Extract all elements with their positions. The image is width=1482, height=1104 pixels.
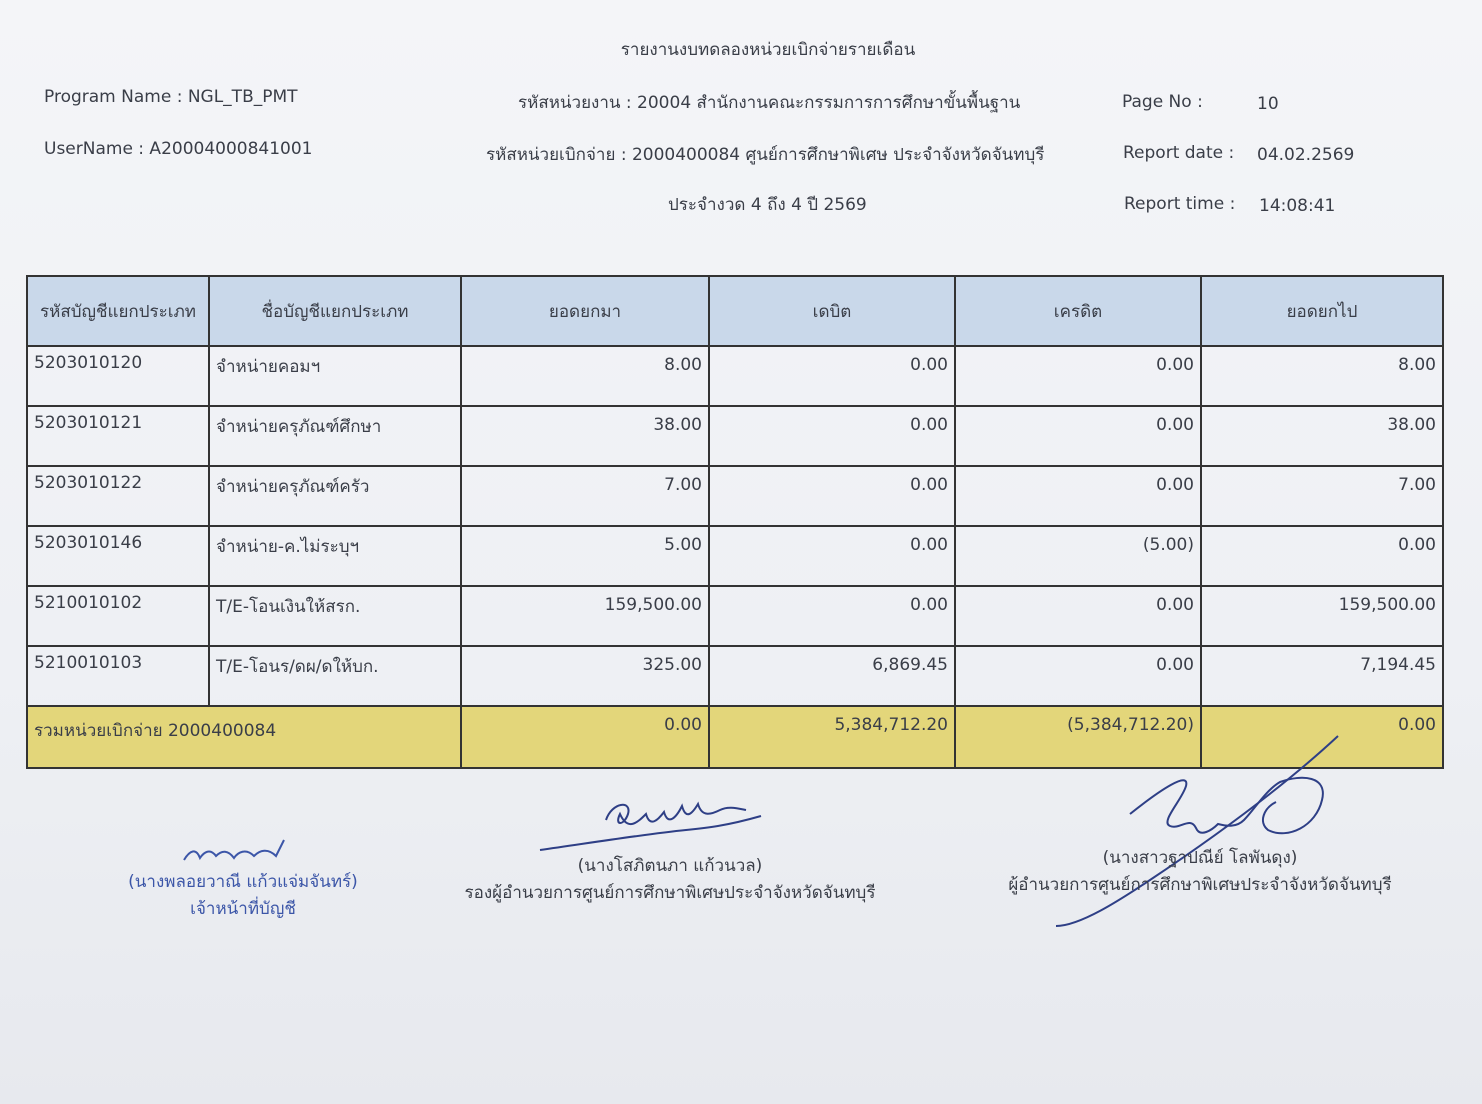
total-label: รวมหน่วยเบิกจ่าย 2000400084 [27, 706, 461, 768]
user-name: UserName : A20004000841001 [44, 139, 313, 159]
cell-debit: 0.00 [709, 466, 955, 526]
cell-carried-forward: 8.00 [1201, 346, 1443, 406]
cell-debit: 0.00 [709, 406, 955, 466]
signature-block-accountant [98, 868, 388, 922]
cell-carried-forward: 38.00 [1201, 406, 1443, 466]
col-header-debit: เดบิต [709, 276, 955, 346]
signer-role-deputy-director: รองผู้อำนวยการศูนย์การศึกษาพิเศษประจำจังหวัดจันทบุรี [464, 883, 876, 903]
cell-debit: 0.00 [709, 526, 955, 586]
cell-credit: 0.00 [955, 466, 1201, 526]
col-header-account-name: ชื่อบัญชีแยกประเภท [209, 276, 461, 346]
cell-code: 5203010146 [27, 526, 209, 586]
signer-name-director: (นางสาวฐาปณีย์ โลพันดุง) [1102, 848, 1298, 868]
cell-code: 5210010102 [27, 586, 209, 646]
cell-brought-forward: 7.00 [461, 466, 709, 526]
cell-credit: 0.00 [955, 346, 1201, 406]
cell-name: จำหน่ายครุภัณฑ์ครัว [209, 466, 461, 526]
cell-name: จำหน่ายคอมฯ [209, 346, 461, 406]
page-no-value: 10 [1257, 94, 1279, 114]
total-carried-forward: 0.00 [1201, 706, 1443, 768]
page-no-label: Page No : [1122, 92, 1203, 112]
cell-name: จำหน่ายครุภัณฑ์ศึกษา [209, 406, 461, 466]
cell-carried-forward: 7,194.45 [1201, 646, 1443, 706]
signature-block-deputy-director [440, 852, 900, 906]
handwritten-signature-3 [1040, 730, 1350, 930]
total-credit: (5,384,712.20) [955, 706, 1201, 768]
cell-code: 5210010103 [27, 646, 209, 706]
report-time-label: Report time : [1124, 194, 1236, 214]
table-row [27, 586, 1443, 646]
table-row [27, 346, 1443, 406]
cell-name: T/E-โอนร/ดผ/ดให้บก. [209, 646, 461, 706]
cell-carried-forward: 0.00 [1201, 526, 1443, 586]
cell-brought-forward: 8.00 [461, 346, 709, 406]
agency-line: รหัสหน่วยงาน : 20004 สำนักงานคณะกรรมการการศึกษาขั้นพื้นฐาน [518, 93, 1021, 113]
cell-credit: 0.00 [955, 406, 1201, 466]
report-title: รายงานงบทดลองหน่วยเบิกจ่ายรายเดือน [620, 40, 916, 60]
signer-role-director: ผู้อำนวยการศูนย์การศึกษาพิเศษประจำจังหวัดจันทบุรี [1008, 875, 1392, 895]
col-header-carried-forward: ยอดยกไป [1201, 276, 1443, 346]
table-row [27, 526, 1443, 586]
cell-name: จำหน่าย-ค.ไม่ระบุฯ [209, 526, 461, 586]
total-debit: 5,384,712.20 [709, 706, 955, 768]
cell-credit: (5.00) [955, 526, 1201, 586]
program-name: Program Name : NGL_TB_PMT [44, 87, 298, 107]
cell-code: 5203010122 [27, 466, 209, 526]
cell-code: 5203010121 [27, 406, 209, 466]
table-row [27, 406, 1443, 466]
cell-brought-forward: 325.00 [461, 646, 709, 706]
table-row [27, 466, 1443, 526]
col-header-account-code: รหัสบัญชีแยกประเภท [27, 276, 209, 346]
signature-block-director [990, 844, 1410, 898]
cell-name: T/E-โอนเงินให้สรก. [209, 586, 461, 646]
cell-debit: 6,869.45 [709, 646, 955, 706]
trial-balance-table [26, 275, 1444, 769]
handwritten-signature-1 [176, 830, 316, 870]
col-header-credit: เครดิต [955, 276, 1201, 346]
disbursement-unit-line: รหัสหน่วยเบิกจ่าย : 2000400084 ศูนย์การศึกษาพิเศษ ประจำจังหวัดจันทบุรี [486, 145, 1045, 165]
cell-brought-forward: 38.00 [461, 406, 709, 466]
cell-carried-forward: 159,500.00 [1201, 586, 1443, 646]
period-line: ประจำงวด 4 ถึง 4 ปี 2569 [668, 195, 867, 215]
cell-debit: 0.00 [709, 346, 955, 406]
cell-brought-forward: 159,500.00 [461, 586, 709, 646]
signer-name-deputy-director: (นางโสภิตนภา แก้วนวล) [577, 856, 763, 876]
cell-brought-forward: 5.00 [461, 526, 709, 586]
cell-credit: 0.00 [955, 646, 1201, 706]
signer-role-accountant: เจ้าหน้าที่บัญชี [190, 899, 296, 919]
report-date-label: Report date : [1123, 143, 1235, 163]
table-row [27, 646, 1443, 706]
cell-credit: 0.00 [955, 586, 1201, 646]
signer-name-accountant: (นางพลอยวาณี แก้วแจ่มจันทร์) [128, 872, 358, 892]
table-header-row [27, 276, 1443, 346]
cell-carried-forward: 7.00 [1201, 466, 1443, 526]
cell-code: 5203010120 [27, 346, 209, 406]
cell-debit: 0.00 [709, 586, 955, 646]
report-time-value: 14:08:41 [1259, 196, 1336, 216]
report-date-value: 04.02.2569 [1257, 145, 1355, 165]
total-brought-forward: 0.00 [461, 706, 709, 768]
col-header-brought-forward: ยอดยกมา [461, 276, 709, 346]
